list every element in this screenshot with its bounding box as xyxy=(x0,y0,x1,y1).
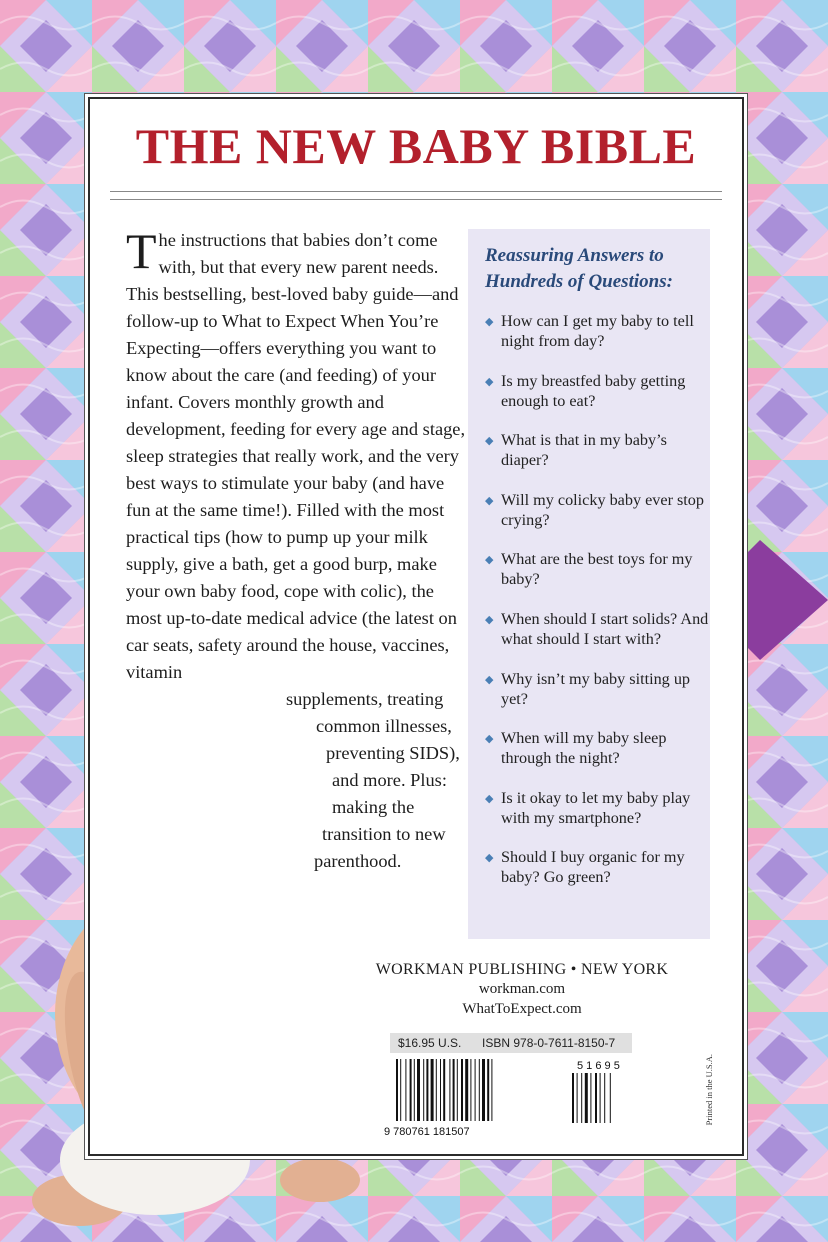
barcode-bar xyxy=(491,1059,492,1121)
question-text: Is it okay to let my baby play with my smartphone? xyxy=(501,788,691,827)
addon-bar xyxy=(610,1073,611,1123)
barcode-bar xyxy=(482,1059,485,1121)
description-text xyxy=(126,223,466,875)
barcode-bar xyxy=(443,1059,445,1121)
description-tail-line: common illnesses, xyxy=(316,716,452,736)
price-isbn-bar xyxy=(390,1033,632,1053)
barcode-bar xyxy=(410,1059,412,1121)
diamond-bullet-icon: ◆ xyxy=(485,673,494,686)
addon-bar xyxy=(585,1073,588,1123)
barcode-bar xyxy=(426,1059,428,1121)
question-item xyxy=(485,609,711,649)
addon-bar xyxy=(604,1073,605,1123)
description-tail xyxy=(126,686,466,875)
diamond-bullet-icon: ◆ xyxy=(485,435,494,448)
description-tail-line: making the xyxy=(332,797,415,817)
barcode-bar xyxy=(475,1059,476,1121)
question-text: Will my colicky baby ever stop crying? xyxy=(501,490,704,529)
barcode-bars xyxy=(382,1057,632,1137)
question-item xyxy=(485,371,711,411)
addon-bar xyxy=(581,1073,582,1123)
question-item xyxy=(485,728,711,768)
question-text: Is my breastfed baby getting enough to eat? xyxy=(501,371,686,410)
diamond-bullet-icon: ◆ xyxy=(485,792,494,805)
printed-note: Printed in the U.S.A. xyxy=(704,1054,714,1126)
barcode-bar xyxy=(487,1059,489,1121)
barcode-bar xyxy=(461,1059,463,1121)
description-tail-line: transition to new xyxy=(322,824,446,844)
diamond-bullet-icon: ◆ xyxy=(485,852,494,865)
barcode-bar xyxy=(449,1059,450,1121)
addon-bar xyxy=(600,1073,601,1123)
drop-cap: T xyxy=(126,223,157,279)
diamond-bullet-icon: ◆ xyxy=(485,613,494,626)
addon-bar xyxy=(577,1073,578,1123)
addon-bar xyxy=(590,1073,591,1123)
barcode-bar xyxy=(400,1059,401,1121)
diamond-bullet-icon: ◆ xyxy=(485,494,494,507)
barcode-bar xyxy=(414,1059,415,1121)
title-rule-bottom xyxy=(110,199,722,200)
question-text: When will my baby sleep through the night? xyxy=(501,729,667,768)
publisher-site: workman.com xyxy=(478,981,566,997)
questions-list xyxy=(468,311,710,887)
description-tail-line: supplements, treating xyxy=(286,689,444,709)
description-tail-line: and more. Plus: xyxy=(332,770,447,790)
question-item xyxy=(485,847,711,887)
diamond-bullet-icon: ◆ xyxy=(485,375,494,388)
question-text: When should I start solids? And what should I start with? xyxy=(501,609,709,648)
isbn: ISBN 978-0-7611-8150-7 xyxy=(482,1036,616,1050)
barcode-bar xyxy=(479,1059,480,1121)
diamond-bullet-icon: ◆ xyxy=(485,554,494,567)
addon-bar xyxy=(595,1073,597,1123)
title-rule-top xyxy=(110,191,722,192)
barcode-bar xyxy=(417,1059,420,1121)
barcode-bar xyxy=(440,1059,441,1121)
questions-sidebar xyxy=(468,229,710,939)
barcode-bar xyxy=(457,1059,458,1121)
barcode-bar xyxy=(431,1059,434,1121)
addon-digits: 5 1 6 9 5 xyxy=(577,1060,620,1072)
sidebar-heading: Reassuring Answers to Hundreds of Questions: xyxy=(485,245,673,292)
question-text: What is that in my baby’s diaper? xyxy=(501,431,667,470)
barcode-bar xyxy=(396,1059,398,1121)
question-text: What are the best toys for my baby? xyxy=(501,550,693,589)
expect-site: WhatToExpect.com xyxy=(462,1001,582,1017)
question-item xyxy=(485,549,711,589)
publisher-block xyxy=(342,961,702,1019)
question-item xyxy=(485,430,711,470)
diamond-bullet-icon: ◆ xyxy=(485,733,494,746)
barcode-bar xyxy=(453,1059,455,1121)
barcode xyxy=(382,1057,632,1137)
question-item xyxy=(485,490,711,530)
question-item xyxy=(485,788,711,828)
question-text: How can I get my baby to tell night from day? xyxy=(501,312,694,350)
description-tail-line: parenthood. xyxy=(314,851,402,871)
barcode-bar xyxy=(470,1059,471,1121)
diamond-bullet-icon: ◆ xyxy=(485,316,494,328)
publisher-name: WORKMAN PUBLISHING • NEW YORK xyxy=(375,961,669,978)
question-item xyxy=(485,311,711,351)
barcode-bar xyxy=(405,1059,406,1121)
description-body: he instructions that babies don’t come with, but that every new parent needs. This bestselling, best-loved baby guide—and follow-up to What to Expect When You’re Expecting—offers everything you want to know about the care (and feeding) of your infant. Covers monthly growth and development, feeding for every age and stage, sleep strategies that really work, and the very best ways to stimulate your baby (and have fun at the same time!). Filled with the most practical tips (how to pump up your milk supply, give a bath, get a good burp, make your own baby food, cope with colic), the most up-to-date medical advice (the latest on car seats, safety around the house, vaccines, vitamin xyxy=(126,230,466,682)
question-text: Why isn’t my baby sitting up yet? xyxy=(501,669,691,708)
description-tail-line: preventing SIDS), xyxy=(326,743,460,763)
question-item xyxy=(485,669,711,709)
book-title: THE NEW BABY BIBLE xyxy=(135,118,697,174)
addon-bar xyxy=(572,1073,574,1123)
question-text: Should I buy organic for my baby? Go green? xyxy=(501,848,685,887)
price: $16.95 U.S. xyxy=(398,1036,462,1050)
barcode-bar xyxy=(423,1059,424,1121)
barcode-bar xyxy=(436,1059,437,1121)
back-cover-panel xyxy=(88,97,744,1156)
barcode-digits: 9 780761 181507 xyxy=(384,1126,470,1137)
barcode-bar xyxy=(465,1059,468,1121)
